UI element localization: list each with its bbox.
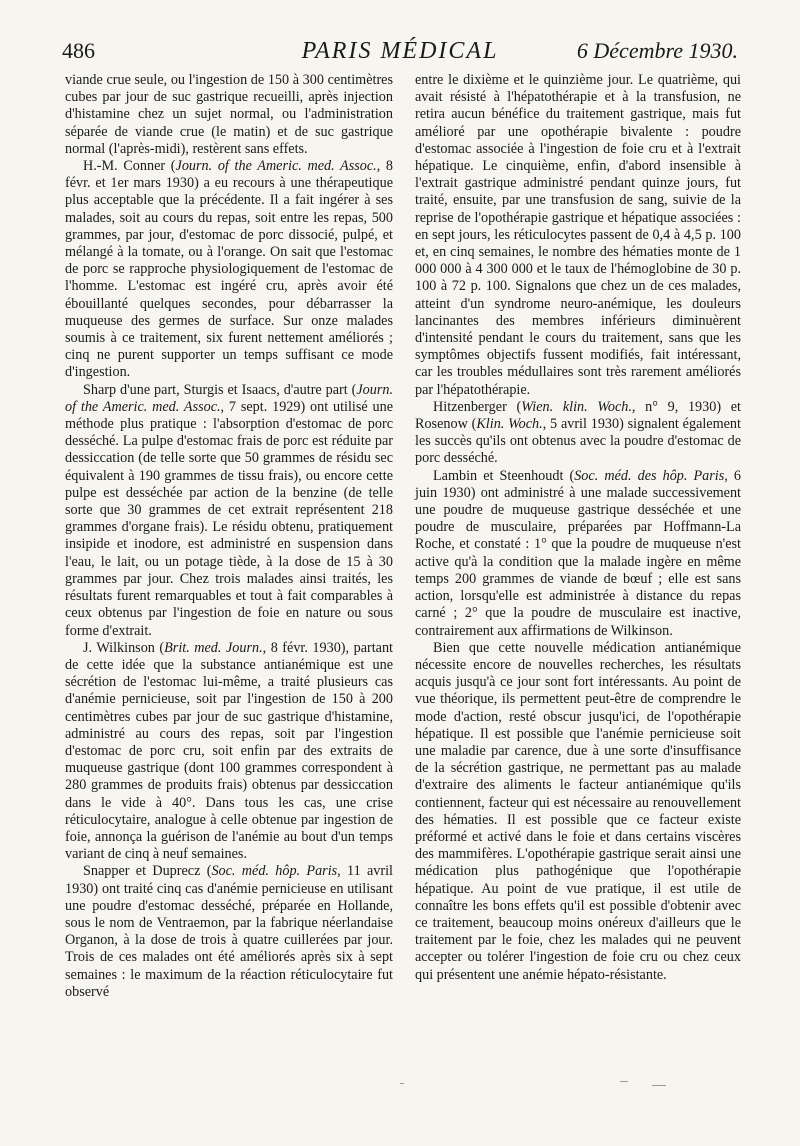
paragraph-hitzenberger [415,399,741,468]
journal-reference: Klin. Woch. [476,416,543,433]
author: Hitzenberger ( [433,398,522,415]
journal-reference: Soc. méd. des hôp. Paris [574,467,725,484]
paragraph-text: , 7 sept. 1929) ont utilisé une méthode plus pratique : l'absorption d'estomac de porc desséché. La pulpe d'estomac frais de porc est réduite par dessiccation (de telle sorte que 50 grammes de résidu sec équivalent à 190 grammes de tissu frais), ou encore cette pulpe est desséchée par action de la benzine (de telle sorte que 30 grammes de cet extrait représentent 218 grammes d'organe frais). Le résidu obtenu, pratiquement insipide et inodore, est administré en suspension dans l'eau, le lait, ou un potage tiède, à la dose de 15 à 30 grammes par jour. Chez trois malades ainsi traités, les résultats furent remarquables et tout à fait comparables à ceux obtenus par l'ingestion de foie en nature ou sous forme d'extrait. [65,398,393,639]
print-speck [620,1081,628,1082]
paragraph-text: , 6 juin 1930) ont administré à une malade successivement une poudre de muqueuse gastrique desséchée et une poudre de musculaire, préparées par Hoffmann-La Roche, et constaté : 1° que la poudre de muqueuse n'est active qu'à la condition que la malade ingère en même temps 200 grammes de viande de bœuf ; elle est sans action, lorsqu'elle est administrée à distance du repas carné ; 2° que la poudre de musculaire est inactive, contrairement aux affirmations de Wilkinson. [415,467,741,639]
author: Lambin et Steenhoudt ( [433,467,575,484]
paragraph-text: , 11 avril 1930) ont traité cinq cas d'anémie pernicieuse en utilisant une poudre d'estomac desséché, préparée en Hollande, sous le nom de Ventraemon, par la fabrique néerlandaise Organon, à la dose de trois à quatre cuillerées par jour. Trois de ces malades ont été améliorés après six à sept semaines : le maximum de la réaction réticulocytaire fut observé [65,863,393,1000]
paragraph-sharp [65,382,393,640]
paragraph-text: , 8 févr. 1930), partant de cette idée que la substance antianémique est une sécrétion de l'estomac lui-même, a traité plusieurs cas d'anémie pernicieuse, soit par l'ingestion de 150 à 200 centimètres cubes par jour de suc gastrique d'histamine, administré au cours des repas, soit par l'ingestion d'estomac de porc cru, soit enfin par des extraits de muqueuse gastrique (dont 100 grammes correspondent à 280 grammes de produits frais) obtenus par dessiccation dans le vide à 40°. Dans tous les cas, une crise réticulocytaire, analogue à celle obtenue par ingestion de foie, annonça la guérison de l'anémie au bout d'un temps variant de cinq à neuf semaines. [65,639,393,863]
journal-title: PARIS MÉDICAL [301,38,499,64]
author: H.-M. Conner ( [83,158,176,175]
print-speck [400,1083,404,1084]
page-header [62,38,738,74]
paragraph: entre le dixième et le quinzième jour. Le quatrième, qui avait résisté à l'hépatothérapie et à la transfusion, ne retira aucun bénéfice du traitement gastrique, mais fut amélioré par une opothérapie bivalente : poudre d'estomac associée à l'ingestion de foie cru et à l'extrait hépatique. Le cinquième, enfin, d'abord insensible à l'extrait gastrique administré pendant quinze jours, fut traité, ensuite, par une transfusion de sang, suivie de la reprise de l'opothérapie gastrique et hépatique associées : en sept jours, les réticulocytes passent de 0,4 à 4,5 p. 100 et, en cinq semaines, le nombre des hématies monte de 1 000 000 à 4 300 000 et le taux de l'hémoglobine de 30 p. 100 à 72 p. 100. Signalons que chez un de ces malades, atteint d'un syndrome neuro-anémique, les douleurs lancinantes des membres inférieurs diminuèrent d'intensité pendant le cours du traitement, sans que les symptômes objectifs fussent modifiés, fait intéressant, car les troubles médullaires sont très rarement améliorés par l'hépatothérapie. [415,72,741,398]
author: J. Wilkinson ( [83,639,165,656]
right-column [415,72,741,984]
paragraph: viande crue seule, ou l'ingestion de 150 à 300 centimètres cubes par jour de suc gastrique recueilli, après injection d'histamine chez un sujet normal, ou l'administration séparée de viande crue (le matin) et de suc gastrique normal (l'après-midi), restèrent sans effets. [65,72,393,157]
paragraph-conner [65,158,393,382]
journal-reference: Soc. méd. hôp. Paris [211,863,338,880]
journal-reference: Journ. of the Americ. med. Assoc. [175,158,377,175]
journal-reference: Wien. klin. Woch. [521,398,632,415]
paragraph-wilkinson [65,640,393,864]
paragraph-text: , 8 févr. et 1er mars 1930) a eu recours à une thérapeutique plus acceptable que la précédente. Il a fait ingérer à ses malades, soit au cours du repas, soit entre les repas, 500 grammes, par jour, d'estomac de porc dissocié, pulpé, et mélangé à la tomate, ou à l'orange. On sait que l'estomac de porc se rapproche physiologiquement de l'estomac de l'homme. L'estomac est ingéré cru, après avoir été ébouillanté quelques secondes, pour débarrasser la muqueuse des germes de surface. Sur onze malades soumis à ce traitement, six furent nettement améliorés ; cinq ne purent supporter un temps suffisant ce mode d'ingestion. [65,158,394,381]
print-speck [652,1085,666,1086]
journal-reference: Brit. med. Journ. [164,639,263,656]
author: Sharp d'une part, Sturgis et Isaacs, d'autre part ( [83,381,357,398]
journal-reference: Journ. of the Americ. med. Assoc. [65,381,393,415]
print-marks [380,1075,720,1095]
paragraph-text: , n° 9, 1930) et Rosenow ( [415,398,741,433]
page-number: 486 [62,38,95,63]
paragraph-text: , 5 avril 1930) signalent également les succès qu'ils ont obtenus avec la poudre d'estomac de porc desséché. [415,416,741,467]
paragraph-snapper [65,863,393,1001]
paragraph-lambin [415,468,741,640]
issue-date: 6 Décembre 1930. [576,38,738,63]
author: Snapper et Duprecz ( [83,863,212,880]
left-column [65,72,393,1001]
paragraph-conclusion: Bien que cette nouvelle médication antianémique nécessite encore de nouvelles recherches, les résultats acquis jusqu'à ce jour sont fort intéressants. Au point de vue théorique, ils permettent peut-être de comprendre le mode d'action, resté obscur jusqu'ici, de l'opothérapie hépatique. Il est possible que l'anémie pernicieuse soit une maladie par carence, due à une sorte d'insuffisance de la sécrétion gastrique, ne permettant pas au malade d'extraire des aliments le facteur antianémique qu'ils contiennent, facteur qui est nécessaire au renouvellement des hématies. Il est possible que ce facteur existe préformé et activé dans le foie et dans certains viscères des mammifères. L'opothérapie gastrique serait ainsi une médication plus pathogénique que l'opothérapie hépatique. Au point de vue pratique, il est utile de connaître les bons effets qu'il est possible d'obtenir avec ce traitement, beaucoup moins onéreux d'ailleurs que le traitement par le foie, chez les malades qui ne peuvent accepter ou tolérer l'ingestion de foie cru ou chez ceux qui présentent une anémie hépato-résistante. [415,639,741,983]
